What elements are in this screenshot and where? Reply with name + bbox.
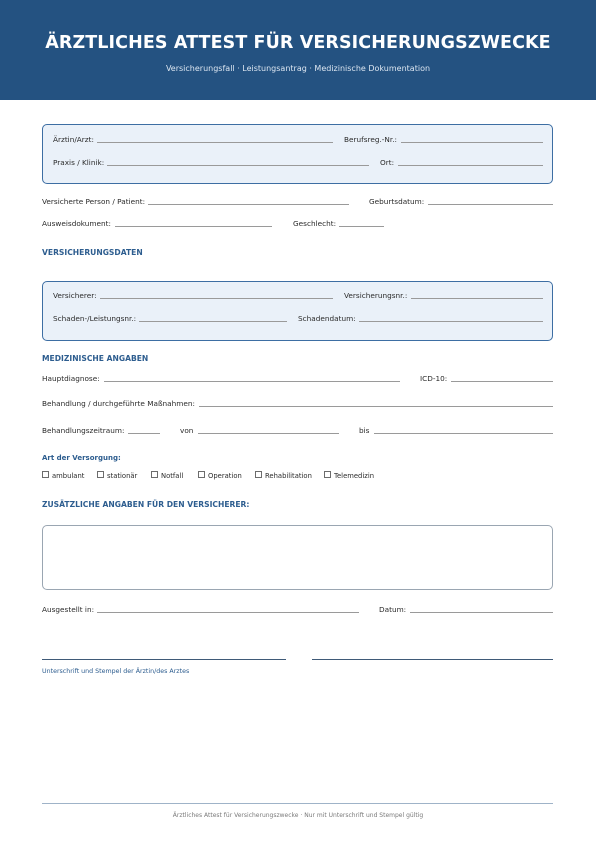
ausweis-field[interactable]	[115, 226, 272, 227]
ausgestellt-field[interactable]	[97, 612, 359, 613]
zeitraum-label: Behandlungszeitraum:	[42, 426, 125, 435]
checkbox-label-notfall: Notfall	[161, 472, 184, 480]
zeitraum-field[interactable]	[128, 433, 160, 434]
checkbox-label-operation: Operation	[208, 472, 242, 480]
schaden-label: Schaden-/Leistungsnr.:	[53, 314, 137, 323]
medical-heading: MEDIZINISCHE ANGABEN	[42, 354, 149, 363]
diagnose-field[interactable]	[104, 381, 400, 382]
praxis-label: Praxis / Klinik:	[53, 158, 105, 167]
datum-field[interactable]	[410, 612, 553, 613]
page-subtitle: Versicherungsfall · Leistungsantrag · Medizinische Dokumentation	[165, 64, 431, 73]
care-heading: Art der Versorgung:	[42, 454, 121, 462]
bis-field[interactable]	[374, 433, 553, 434]
checkbox-telemedizin[interactable]	[324, 471, 331, 478]
checkbox-label-ambulant: ambulant	[52, 472, 85, 480]
versnr-field[interactable]	[411, 298, 543, 299]
bis-label: bis	[359, 426, 370, 435]
checkbox-operation[interactable]	[198, 471, 205, 478]
signature-caption: Unterschrift und Stempel der Ärztin/des Arztes	[42, 668, 190, 675]
checkbox-stationaer[interactable]	[97, 471, 104, 478]
icd-label: ICD-10:	[420, 374, 448, 383]
datum-label: Datum:	[379, 605, 407, 614]
page-title: ÄRZTLICHES ATTEST FÜR VERSICHERUNGSZWECKE	[45, 33, 551, 53]
doctor-info-box	[42, 124, 553, 184]
footer-divider	[42, 803, 553, 804]
versicherer-field[interactable]	[100, 298, 333, 299]
checkbox-ambulant[interactable]	[42, 471, 49, 478]
versicherer-label: Versicherer:	[53, 291, 97, 300]
icd-field[interactable]	[451, 381, 553, 382]
berufsreg-label: Berufsreg.-Nr.:	[344, 135, 397, 144]
ausweis-label: Ausweisdokument:	[42, 219, 111, 228]
checkbox-label-stationaer: stationär	[107, 472, 138, 480]
von-label: von	[180, 426, 194, 435]
stamp-line[interactable]	[312, 659, 553, 660]
header-banner	[0, 0, 596, 100]
arzt-label: Ärztin/Arzt:	[53, 135, 94, 144]
behandlung-label: Behandlung / durchgeführte Maßnahmen:	[42, 399, 195, 408]
additional-textarea[interactable]	[42, 525, 553, 590]
geschlecht-label: Geschlecht:	[293, 219, 337, 228]
schadendatum-field[interactable]	[359, 321, 543, 322]
behandlung-field[interactable]	[199, 406, 553, 407]
person-label: Versicherte Person / Patient:	[42, 197, 146, 206]
von-field[interactable]	[198, 433, 339, 434]
person-field[interactable]	[148, 204, 349, 205]
checkbox-label-telemedizin: Telemedizin	[334, 472, 375, 480]
checkbox-rehabilitation[interactable]	[255, 471, 262, 478]
footer-text: Ärztliches Attest für Versicherungszwecke · Nur mit Unterschrift und Stempel gültig	[172, 812, 424, 819]
praxis-field[interactable]	[107, 165, 369, 166]
schaden-field[interactable]	[139, 321, 287, 322]
insurance-heading: VERSICHERUNGSDATEN	[42, 248, 143, 257]
geburt-field[interactable]	[428, 204, 553, 205]
geburt-label: Geburtsdatum:	[369, 197, 425, 206]
ort-field[interactable]	[398, 165, 543, 166]
additional-heading: ZUSÄTZLICHE ANGABEN FÜR DEN VERSICHERER:	[42, 500, 250, 509]
checkbox-label-rehabilitation: Rehabilitation	[265, 472, 312, 480]
ausgestellt-label: Ausgestellt in:	[42, 605, 95, 614]
diagnose-label: Hauptdiagnose:	[42, 374, 100, 383]
geschlecht-field[interactable]	[339, 226, 384, 227]
ort-label: Ort:	[380, 158, 395, 167]
berufsreg-field[interactable]	[401, 142, 543, 143]
insurance-box	[42, 281, 553, 341]
arzt-field[interactable]	[97, 142, 333, 143]
versnr-label: Versicherungsnr.:	[344, 291, 408, 300]
signature-line[interactable]	[42, 659, 286, 660]
schadendatum-label: Schadendatum:	[298, 314, 356, 323]
checkbox-notfall[interactable]	[151, 471, 158, 478]
